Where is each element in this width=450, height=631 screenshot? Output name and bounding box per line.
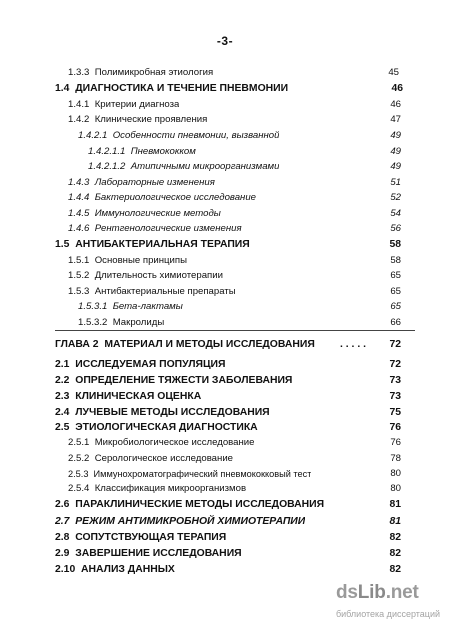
toc-entry-1-4-2-1[interactable]	[0, 129, 450, 143]
toc-entry-title: МАТЕРИАЛ И МЕТОДЫ ИССЛЕДОВАНИЯ	[104, 339, 315, 350]
toc-entry-number: 1.5.3.1	[78, 301, 108, 312]
toc-entry-label	[68, 285, 236, 299]
toc-entry-label	[68, 254, 187, 268]
toc-entry-number: 1.4.2.1.2	[88, 161, 126, 172]
toc-entry-1-4-5[interactable]	[0, 207, 450, 221]
toc-entry-label	[68, 436, 254, 450]
toc-entry-title: Микробиологическое исследование	[94, 437, 255, 448]
toc-entry-label	[78, 316, 164, 330]
toc-entry-page: 72	[389, 339, 401, 350]
toc-entry-page: 80	[390, 483, 401, 494]
toc-entry-title: Классификация микроорганизмов	[94, 483, 247, 494]
toc-entry-label	[68, 66, 213, 80]
toc-entry-label	[55, 390, 201, 404]
toc-entry-page: 49	[390, 130, 401, 141]
toc-entry-2-5-4[interactable]	[0, 482, 450, 496]
toc-entry-1-5-3-2[interactable]	[0, 316, 450, 330]
toc-entry-page: 76	[389, 422, 401, 433]
toc-entry-page: 80	[390, 468, 401, 479]
toc-entry-label	[68, 222, 242, 236]
toc-entry-title: Иммунологические методы	[94, 208, 221, 219]
toc-entry-label	[68, 113, 207, 127]
toc-entry-label	[55, 421, 258, 435]
toc-entry-1-4-2-1-2[interactable]	[0, 160, 450, 174]
toc-entry-page: 66	[390, 317, 401, 328]
toc-entry-title: ОПРЕДЕЛЕНИЕ ТЯЖЕСТИ ЗАБОЛЕВАНИЯ	[75, 375, 293, 386]
toc-entry-title: АНТИБАКТЕРИАЛЬНАЯ ТЕРАПИЯ	[75, 239, 250, 250]
toc-entry-page: 52	[390, 192, 401, 203]
toc-entry-label	[78, 129, 279, 143]
toc-entry-number: 2.4	[55, 407, 70, 418]
toc-entry-page: 46	[391, 83, 403, 94]
toc-entry-number: 1.5	[55, 239, 70, 250]
toc-entry-number: 2.5.2	[68, 453, 90, 464]
toc-entry-number: 2.8	[55, 532, 70, 543]
toc-entry-title: Бактериологическое исследование	[94, 192, 256, 203]
toc-entry-number: 1.5.1	[68, 255, 90, 266]
toc-entry-1-4-1[interactable]	[0, 98, 450, 112]
toc-entry-number: 1.4.2.1.1	[88, 146, 126, 157]
toc-entry-label	[55, 515, 305, 529]
toc-entry-title: Критерии диагноза	[94, 99, 180, 110]
toc-entry-title: ДИАГНОСТИКА И ТЕЧЕНИЕ ПНЕВМОНИИ	[75, 83, 289, 94]
toc-entry-number: 1.5.3	[68, 286, 90, 297]
toc-entry-label	[55, 358, 225, 372]
toc-entry-number: 1.4.3	[68, 177, 90, 188]
page-number: -3-	[216, 34, 234, 48]
toc-entry-title: ПАРАКЛИНИЧЕСКИЕ МЕТОДЫ ИССЛЕДОВАНИЯ	[75, 499, 325, 510]
toc-entry-number: 1.5.3.2	[78, 317, 108, 328]
toc-entry-page: 49	[390, 146, 401, 157]
toc-entry-page: 73	[389, 391, 401, 402]
toc-entry-title: Полимикробная этиология	[94, 67, 214, 78]
toc-entry-number: 2.2	[55, 375, 70, 386]
toc-entry-number: 2.5	[55, 422, 70, 433]
toc-entry-label	[55, 82, 288, 96]
toc-entry-page: 65	[390, 301, 401, 312]
toc-entry-title: Антибактериальные препараты	[94, 286, 236, 297]
toc-entry-2-7[interactable]	[0, 515, 450, 529]
toc-entry-page: 82	[389, 532, 401, 543]
toc-entry-title: Макролиды	[112, 317, 165, 328]
toc-entry-title: СОПУТСТВУЮЩАЯ ТЕРАПИЯ	[75, 532, 227, 543]
toc-entry-page: 58	[390, 255, 401, 266]
toc-entry-page: 54	[390, 208, 401, 219]
toc-entry-title: ИССЛЕДУЕМАЯ ПОПУЛЯЦИЯ	[75, 359, 226, 370]
toc-entry-page: 58	[389, 239, 401, 250]
toc-entry-label	[88, 145, 196, 159]
toc-entry-label	[55, 338, 315, 352]
toc-entry-page: 46	[390, 99, 401, 110]
toc-entry-2-5-3[interactable]	[0, 467, 450, 481]
toc-entry-label	[55, 531, 226, 545]
toc-entry-title: Длительность химиотерапии	[94, 270, 223, 281]
toc-entry-title: КЛИНИЧЕСКАЯ ОЦЕНКА	[75, 391, 202, 402]
toc-entry-page: 72	[389, 359, 401, 370]
toc-entry-number: 2.6	[55, 499, 70, 510]
toc-entry-title: Бета-лактамы	[112, 301, 183, 312]
toc-entry-2-5-1[interactable]	[0, 436, 450, 450]
toc-entry-title: ЛУЧЕВЫЕ МЕТОДЫ ИССЛЕДОВАНИЯ	[75, 407, 270, 418]
toc-entry-number: 2.5.4	[68, 483, 90, 494]
toc-entry-page: 75	[389, 407, 401, 418]
watermark-logo-lib: Lib	[357, 582, 386, 603]
toc-entry-page: 47	[390, 114, 401, 125]
watermark-subtitle: библиотека диссертаций	[336, 609, 441, 619]
toc-entry-number: 1.4.2	[68, 114, 90, 125]
toc-entry-2-10[interactable]	[0, 563, 450, 577]
toc-entry-1-5[interactable]	[0, 238, 450, 252]
toc-entry-title: РЕЖИМ АНТИМИКРОБНОЙ ХИМИОТЕРАПИИ	[75, 516, 306, 527]
toc-entry-page: 82	[389, 548, 401, 559]
toc-entry-title: ЭТИОЛОГИЧЕСКАЯ ДИАГНОСТИКА	[75, 422, 258, 433]
toc-entry-page: 78	[390, 453, 401, 464]
toc-entry-page: 82	[389, 564, 401, 575]
toc-entry-page: 49	[390, 161, 401, 172]
toc-entry-1-4-4[interactable]	[0, 191, 450, 205]
toc-entry-number: 1.4.2.1	[78, 130, 108, 141]
toc-entry-number: 2.5.3	[68, 469, 89, 479]
toc-entry-title: АНАЛИЗ ДАННЫХ	[81, 564, 175, 575]
toc-entry-page: 65	[390, 270, 401, 281]
toc-entry-label	[78, 300, 183, 314]
toc-entry-number: 1.3.3	[68, 67, 90, 78]
section-divider	[55, 330, 415, 331]
toc-entry-2-9[interactable]	[0, 547, 450, 561]
watermark-logo-ds: ds	[336, 582, 358, 603]
toc-entry-title: Лабораторные изменения	[94, 177, 215, 188]
toc-entry-number: 1.4.1	[68, 99, 90, 110]
toc-entry-number: 2.3	[55, 391, 70, 402]
toc-entry-1-4-2-1-1[interactable]	[0, 145, 450, 159]
toc-entry-label	[68, 269, 223, 283]
toc-entry-1-4[interactable]	[0, 82, 450, 96]
toc-entry-title: ЗАВЕРШЕНИЕ ИССЛЕДОВАНИЯ	[75, 548, 242, 559]
toc-entry-label	[68, 98, 179, 112]
toc-entry-1-4-6[interactable]	[0, 222, 450, 236]
toc-entry-number: 1.5.2	[68, 270, 90, 281]
toc-entry-2-8[interactable]	[0, 531, 450, 545]
toc-entry-page: 81	[389, 516, 401, 527]
toc-entry-page: 65	[390, 286, 401, 297]
toc-chapter-2[interactable]	[0, 338, 450, 352]
toc-entry-number: 2.10	[55, 564, 76, 575]
toc-entry-number: 1.4.6	[68, 223, 90, 234]
watermark-logo-net: .net	[385, 582, 419, 603]
toc-entry-1-5-3[interactable]	[0, 285, 450, 299]
toc-entry-label	[55, 238, 250, 252]
toc-entry-number: 1.4.5	[68, 208, 90, 219]
toc-entry-label	[55, 498, 324, 512]
toc-entry-page: 81	[389, 499, 401, 510]
toc-entry-1-5-2[interactable]	[0, 269, 450, 283]
toc-entry-number: 2.5.1	[68, 437, 90, 448]
toc-entry-title: Иммунохроматографический пневмококковый тест	[93, 469, 312, 479]
toc-entry-title: Пневмококком	[130, 146, 196, 157]
toc-entry-2-6[interactable]	[0, 498, 450, 512]
toc-entry-title: Серологическое исследование	[94, 453, 234, 464]
toc-entry-title: Основные принципы	[94, 255, 188, 266]
toc-entry-number: 1.4	[55, 83, 70, 94]
toc-entry-page: 45	[388, 67, 399, 78]
toc-entry-label	[88, 160, 279, 174]
toc-leader-dots: . . . . .	[340, 339, 366, 350]
toc-entry-label	[55, 563, 175, 577]
toc-entry-label	[68, 482, 246, 496]
toc-entry-page: 56	[390, 223, 401, 234]
toc-entry-1-3-3[interactable]	[0, 66, 450, 80]
toc-entry-page: 51	[390, 177, 401, 188]
toc-entry-1-5-1[interactable]	[0, 254, 450, 268]
toc-entry-number: 1.4.4	[68, 192, 90, 203]
toc-entry-label	[55, 547, 242, 561]
toc-entry-title: Рентгенологические изменения	[94, 223, 242, 234]
toc-entry-label	[68, 452, 233, 466]
toc-entry-number: ГЛАВА 2	[55, 339, 99, 350]
toc-entry-label	[68, 176, 215, 190]
toc-entry-number: 2.7	[55, 516, 70, 527]
toc-entry-2-2[interactable]	[0, 374, 450, 388]
toc-entry-2-5[interactable]	[0, 421, 450, 435]
toc-entry-label	[55, 406, 270, 420]
toc-entry-label	[55, 374, 292, 388]
toc-entry-label	[68, 207, 221, 221]
toc-entry-2-5-2[interactable]	[0, 452, 450, 466]
toc-entry-2-1[interactable]	[0, 358, 450, 372]
toc-entry-page: 76	[390, 437, 401, 448]
toc-entry-1-4-3[interactable]	[0, 176, 450, 190]
toc-entry-1-4-2[interactable]	[0, 113, 450, 127]
toc-entry-title: Атипичными микроорганизмами	[130, 161, 280, 172]
toc-entry-title: Клинические проявления	[94, 114, 208, 125]
toc-entry-number: 2.9	[55, 548, 70, 559]
toc-entry-title: Особенности пневмонии, вызванной	[112, 130, 280, 141]
toc-entry-label	[68, 191, 256, 205]
toc-entry-label	[68, 467, 311, 481]
watermark	[336, 582, 450, 628]
watermark-logo	[336, 582, 419, 604]
toc-entry-1-5-3-1[interactable]	[0, 300, 450, 314]
toc-entry-2-4[interactable]	[0, 406, 450, 420]
toc-entry-2-3[interactable]	[0, 390, 450, 404]
toc-entry-number: 2.1	[55, 359, 70, 370]
toc-entry-page: 73	[389, 375, 401, 386]
